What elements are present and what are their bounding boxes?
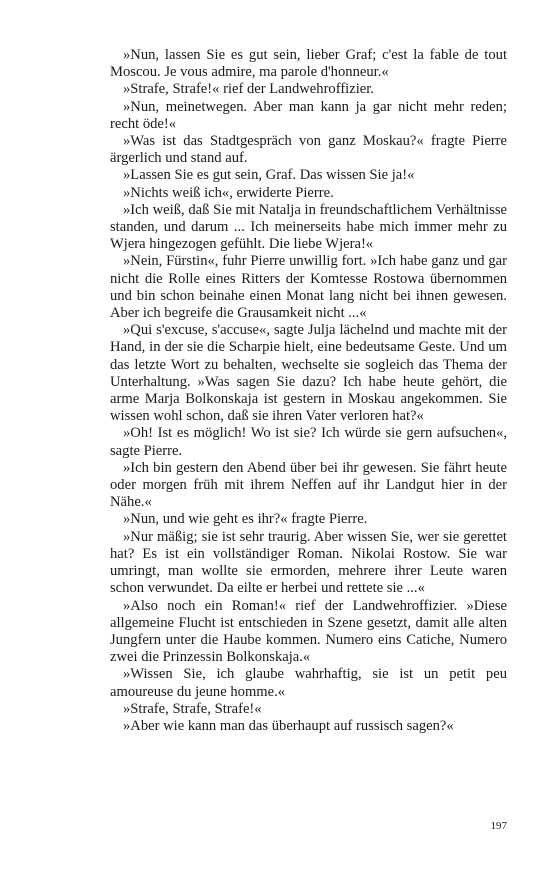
paragraph: »Strafe, Strafe!« rief der Landwehroffizier. [123, 81, 374, 98]
paragraph: »Nun, lassen Sie es gut sein, lieber Graf; c'est la fable de tout Moscou. Je vous admire, ma parole d'honneur.« [110, 47, 507, 81]
paragraph: »Wissen Sie, ich glaube wahrhaftig, sie ist un petit peu amoureuse du jeune homme.« [110, 666, 507, 700]
paragraph: »Oh! Ist es möglich! Wo ist sie? Ich würde sie gern aufsuchen«, sagte Pierre. [110, 425, 507, 459]
paragraph: »Strafe, Strafe, Strafe!« [123, 700, 262, 717]
paragraph: »Ich weiß, daß Sie mit Natalja in freundschaftlichem Verhältnisse standen, und darum ... Ich meinerseits habe mich immer mehr zu Wjera hingezogen gefühlt. Die liebe Wjera!« [110, 201, 507, 253]
paragraph: »Nun, meinetwegen. Aber man kann ja gar nicht mehr reden; recht öde!« [110, 98, 507, 132]
paragraph: »Ich bin gestern den Abend über bei ihr gewesen. Sie fährt heute oder morgen früh mit ihrem Neffen auf ihr Landgut hier in der Nähe.« [110, 459, 507, 511]
paragraph: »Qui s'excuse, s'accuse«, sagte Julja lächelnd und machte mit der Hand, in der sie die Scharpie hielt, eine bedeutsame Geste. Und um das letzte Wort zu behalten, wechselte sie sogleich das Thema der Unterhaltung. »Was sagen Sie dazu? Ich habe heute gehört, die arme Marja Bolkonskaja ist gestern in Moskau angekommen. Sie wissen wohl schon, daß sie ihren Vater verloren hat?« [110, 322, 507, 425]
paragraph: »Nur mäßig; sie ist sehr traurig. Aber wissen Sie, wer sie gerettet hat? Es ist ein vollständiger Roman. Nikolai Rostow. Sie war umringt, man wollte sie ermorden, mehrere ihrer Leute waren schon verwundet. Da eilte er herbei und rettete sie ...« [110, 528, 507, 597]
paragraph: »Nein, Fürstin«, fuhr Pierre unwillig fort. »Ich habe ganz und gar nicht die Rolle eines Ritters der Komtesse Rostowa übernommen und bin schon beinahe einen Monat lang nicht bei ihnen gewesen. Aber ich begreife die Grausamkeit nicht ...« [110, 253, 507, 322]
body-text [110, 47, 507, 735]
paragraph: »Aber wie kann man das überhaupt auf russisch sagen?« [123, 717, 454, 734]
paragraph: »Nun, und wie geht es ihr?« fragte Pierre. [123, 511, 368, 528]
paragraph: »Lassen Sie es gut sein, Graf. Das wissen Sie ja!« [123, 167, 415, 184]
paragraph: »Nichts weiß ich«, erwiderte Pierre. [123, 184, 334, 201]
page-number: 197 [490, 820, 507, 832]
paragraph: »Also noch ein Roman!« rief der Landwehroffizier. »Diese allgemeine Flucht ist entschieden in Szene gesetzt, damit alle alten Jungfern unter die Haube kommen. Numero eins Catiche, Numero zwei die Prinzessin Bolkonskaja.« [110, 597, 507, 666]
paragraph: »Was ist das Stadtgespräch von ganz Moskau?« fragte Pierre ärgerlich und stand auf. [110, 133, 507, 167]
